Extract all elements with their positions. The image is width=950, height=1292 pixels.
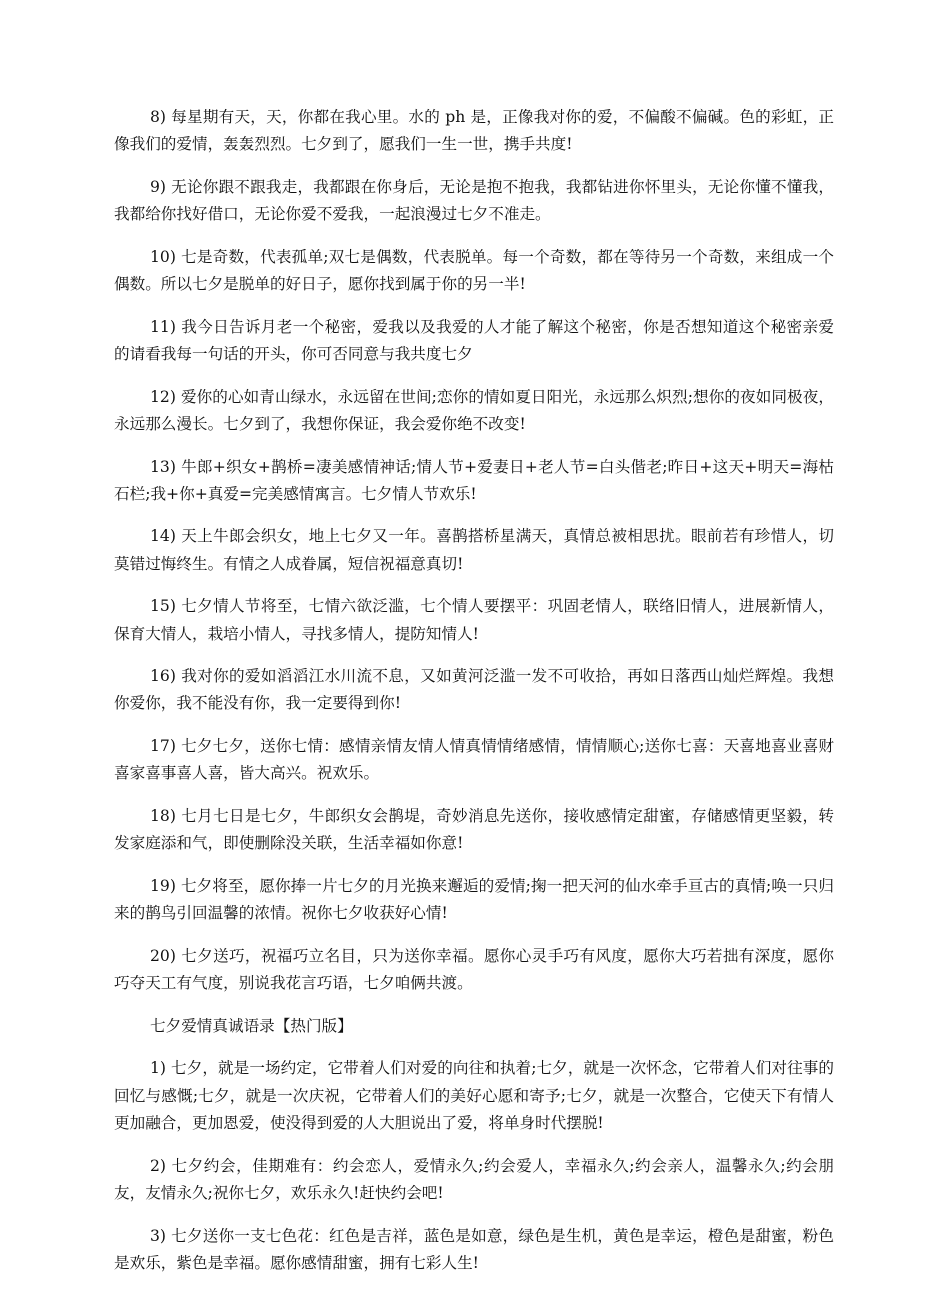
paragraph-19: 19) 七夕将至，愿你捧一片七夕的月光换来邂逅的爱情;掬一把天河的仙水牵手亘古的真情;唤一只归来的鹊鸟引回温馨的浓情。祝你七夕收获好心情! [114, 876, 834, 923]
section-heading: 七夕爱情真诚语录【热门版】 [150, 1016, 353, 1035]
paragraph-12: 12) 爱你的心如青山绿水，永远留在世间;恋你的情如夏日阳光，永远那么炽烈;想你的夜如同极夜，永远那么漫长。七夕到了，我想你保证，我会爱你绝不改变! [114, 387, 834, 433]
paragraph-hot-1: 1) 七夕，就是一场约定，它带着人们对爱的向往和执着;七夕，就是一次怀念，它带着人们对往事的回忆与感慨;七夕，就是一次庆祝，它带着人们的美好心愿和寄予;七夕，就是一次整合，它使天下有情人更加融合，更加恩爱，使没得到爱的人大胆说出了爱，将单身时代摆脱! [114, 1059, 834, 1132]
paragraph-18: 18) 七月七日是七夕，牛郎织女会鹊堤，奇妙消息先送你，接收感情定甜蜜，存储感情更坚毅，转发家庭添和气，即使删除没关联，生活幸福如你意! [114, 807, 834, 853]
paragraph-10: 10) 七是奇数，代表孤单;双七是偶数，代表脱单。每一个奇数，都在等待另一个奇数，来组成一个偶数。所以七夕是脱单的好日子，愿你找到属于你的另一半! [114, 247, 834, 294]
paragraph-hot-2: 2) 七夕约会，佳期难有：约会恋人，爱情永久;约会爱人，幸福永久;约会亲人，温馨永久;约会朋友，友情永久;祝你七夕，欢乐永久!赶快约会吧! [114, 1156, 834, 1202]
paragraph-16: 16) 我对你的爱如滔滔江水川流不息，又如黄河泛滥一发不可收拾，再如日落西山灿烂辉煌。我想你爱你，我不能没有你，我一定要得到你! [114, 667, 834, 713]
paragraph-14: 14) 天上牛郎会织女，地上七夕又一年。喜鹊搭桥星满天，真情总被相思扰。眼前若有珍惜人，切莫错过悔终生。有情之人成眷属，短信祝福意真切! [114, 527, 834, 573]
paragraph-17: 17) 七夕七夕，送你七情：感情亲情友情人情真情情绪感情，情情顺心;送你七喜：天喜地喜业喜财喜家喜事喜人喜，皆大高兴。祝欢乐。 [114, 737, 834, 783]
document-body [114, 104, 834, 1292]
paragraph-hot-3: 3) 七夕送你一支七色花：红色是吉祥，蓝色是如意，绿色是生机，黄色是幸运，橙色是甜蜜，粉色是欢乐，紫色是幸福。愿你感情甜蜜，拥有七彩人生! [114, 1226, 834, 1272]
paragraph-20: 20) 七夕送巧，祝福巧立名目，只为送你幸福。愿你心灵手巧有风度，愿你大巧若拙有深度，愿你巧夺天工有气度，别说我花言巧语，七夕咱俩共渡。 [114, 946, 834, 993]
paragraph-13: 13) 牛郎+织女+鹊桥=凄美感情神话;情人节+爱妻日+老人节=白头偕老;昨日+这天+明天=海枯石栏;我+你+真爱=完美感情寓言。七夕情人节欢乐! [114, 457, 834, 503]
paragraph-11: 11) 我今日告诉月老一个秘密，爱我以及我爱的人才能了解这个秘密，你是否想知道这个秘密亲爱的请看我每一句话的开头，你可否同意与我共度七夕 [114, 317, 834, 363]
paragraph-15: 15) 七夕情人节将至，七情六欲泛滥，七个情人要摆平：巩固老情人，联络旧情人，进展新情人，保育大情人，栽培小情人，寻找多情人，提防知情人! [114, 597, 834, 643]
paragraph-9: 9) 无论你跟不跟我走，我都跟在你身后，无论是抱不抱我，我都钻进你怀里头，无论你懂不懂我，我都给你找好借口，无论你爱不爱我，一起浪漫过七夕不准走。 [114, 177, 834, 224]
paragraph-8: 8) 每星期有天，天，你都在我心里。水的 ph 是，正像我对你的爱，不偏酸不偏碱。色的彩虹，正像我们的爱情，轰轰烈烈。七夕到了，愿我们一生一世，携手共度! [114, 108, 834, 154]
